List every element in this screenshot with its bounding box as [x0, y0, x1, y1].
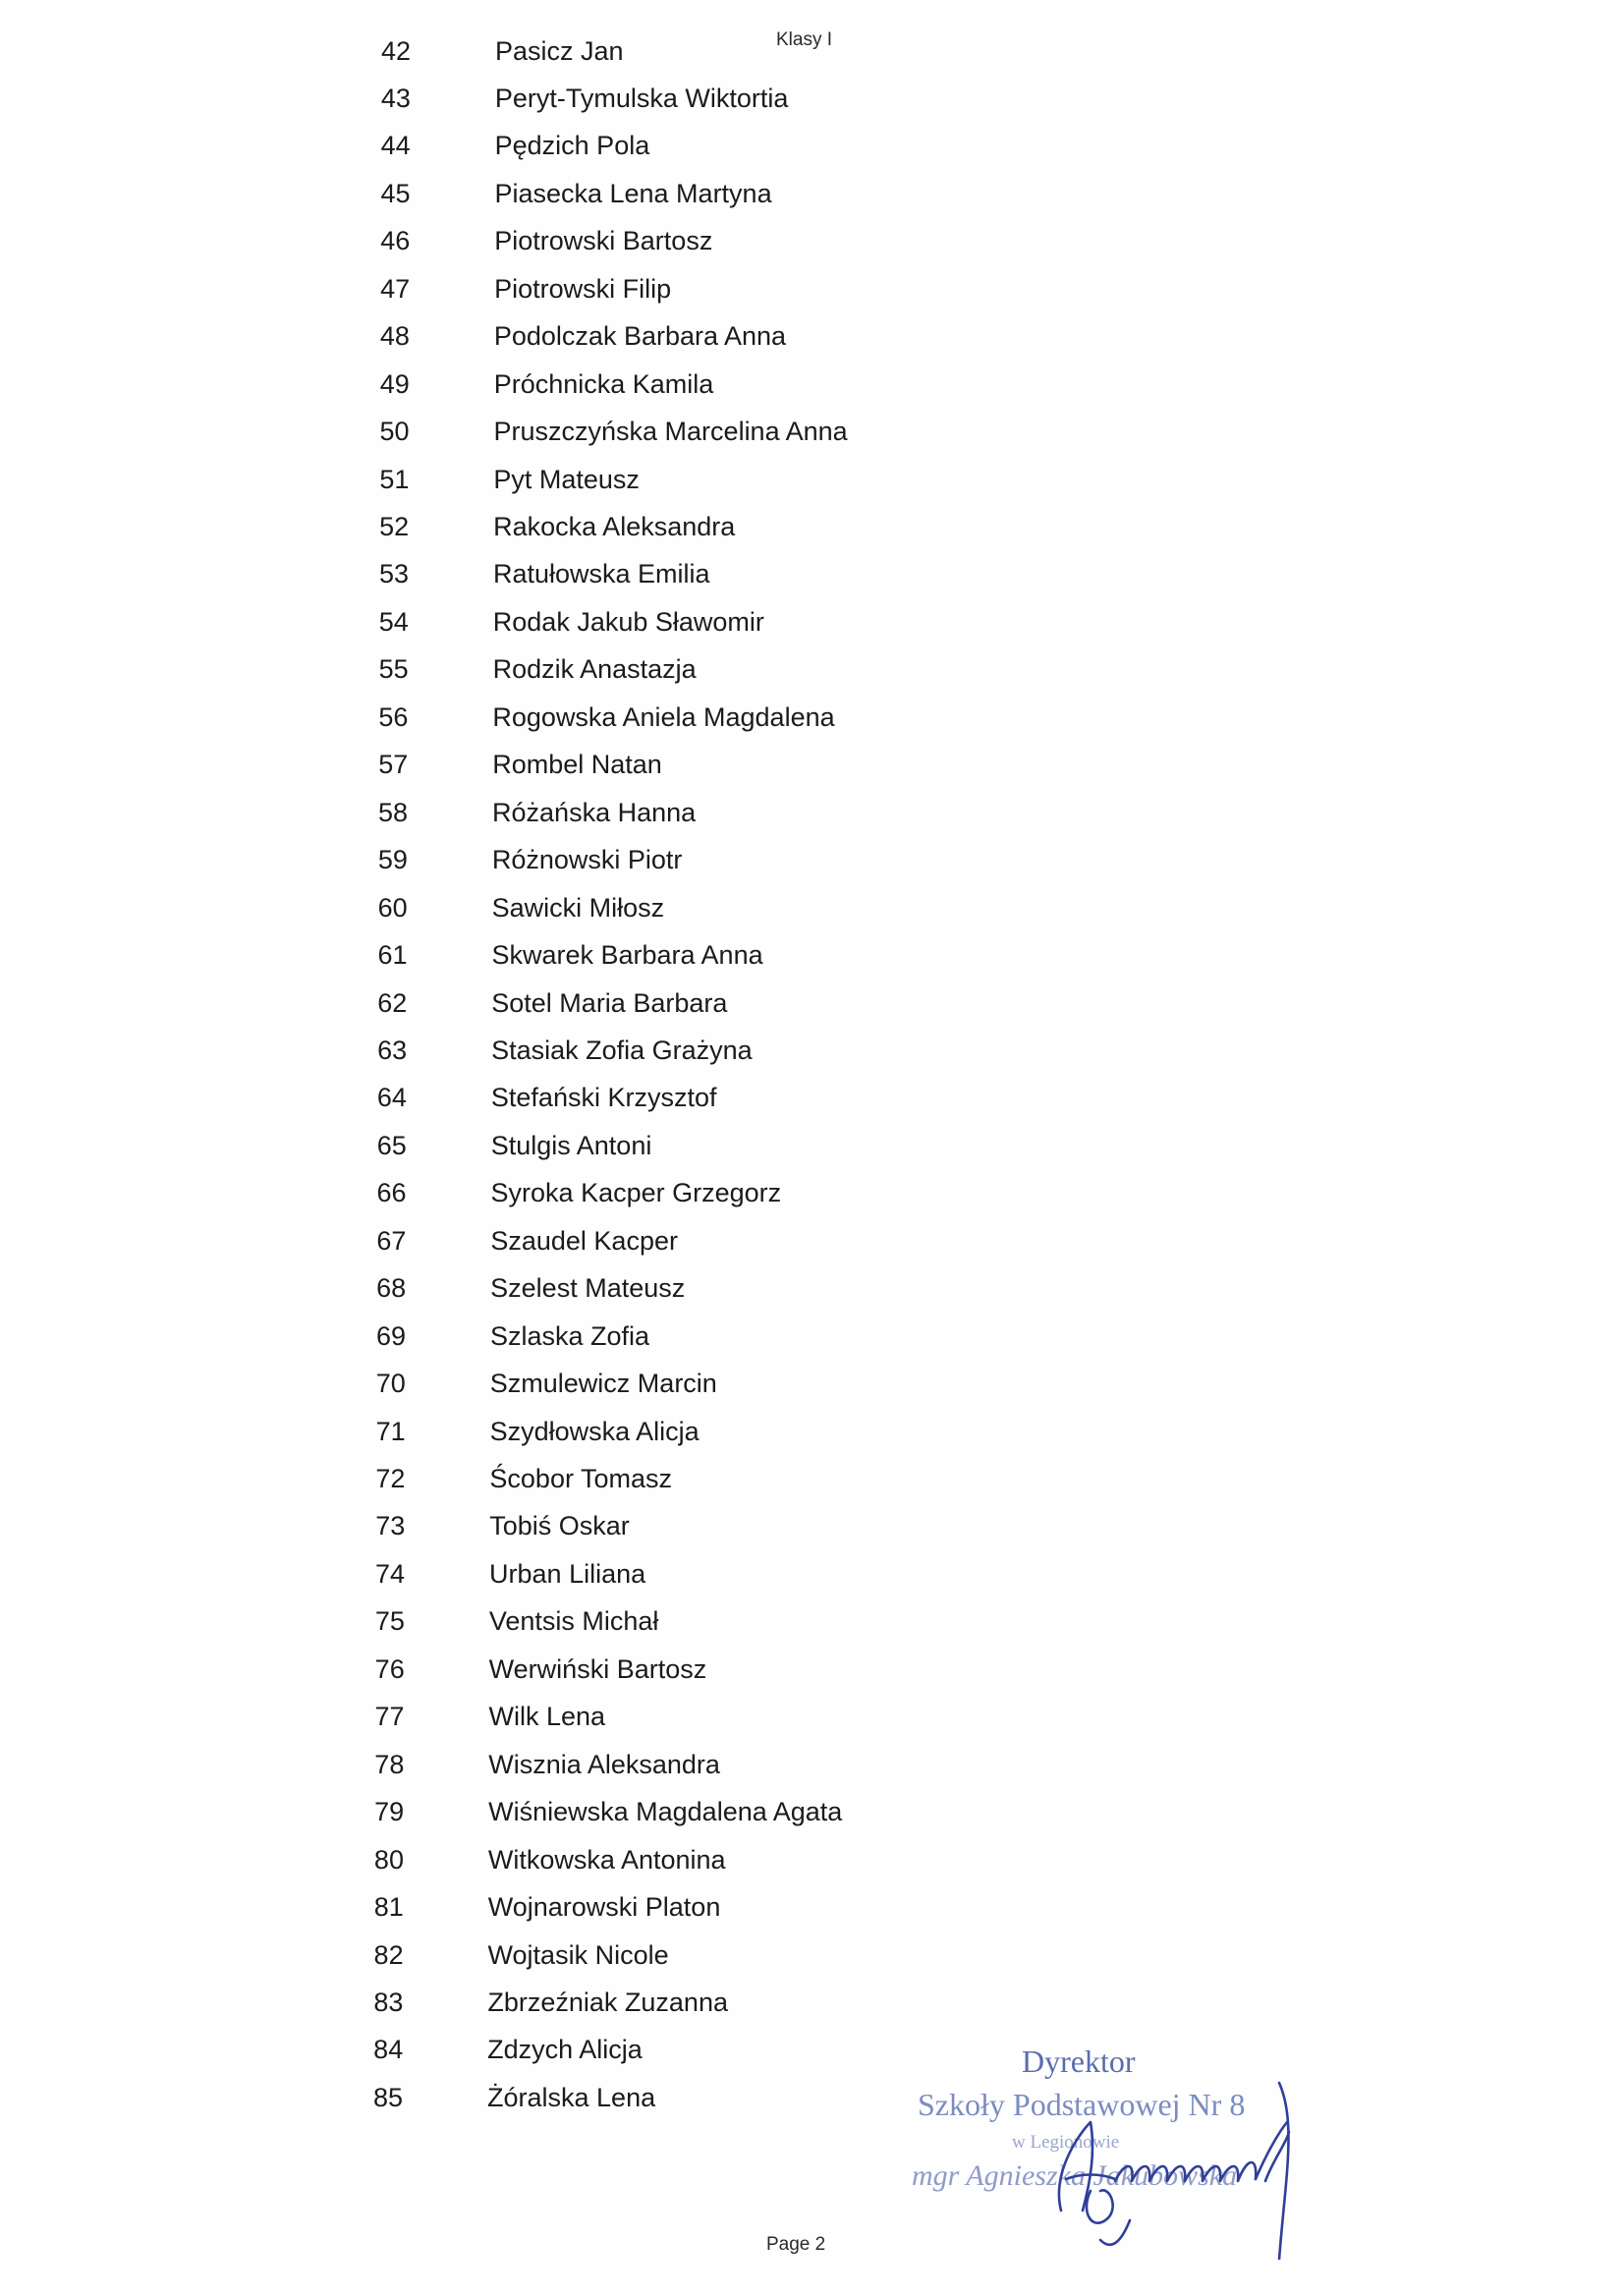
list-item	[374, 1935, 669, 1975]
student-name: Ventsis Michał	[488, 1606, 659, 1637]
student-number: 47	[380, 273, 411, 304]
student-name: Stasiak Zofia Grażyna	[491, 1035, 753, 1065]
student-name: Wiśniewska Magdalena Agata	[488, 1797, 843, 1827]
student-number: 52	[379, 512, 410, 541]
student-number: 57	[378, 750, 409, 780]
student-number: 72	[375, 1464, 406, 1493]
student-name: Różnowski Piotr	[491, 845, 683, 875]
list-item	[380, 269, 671, 308]
student-number: 48	[379, 321, 410, 352]
student-name: Piasecka Lena Martyna	[494, 178, 772, 208]
student-number: 76	[374, 1653, 405, 1684]
list-item	[377, 1174, 782, 1213]
list-item	[380, 413, 848, 452]
list-item	[374, 1698, 605, 1737]
student-number: 66	[376, 1178, 407, 1208]
list-item	[379, 602, 764, 642]
list-item	[375, 1602, 659, 1642]
student-name: Sawicki Miłosz	[491, 892, 665, 923]
student-number: 80	[373, 1844, 404, 1875]
student-number: 50	[379, 417, 410, 447]
student-number: 84	[373, 2035, 404, 2065]
student-name: Wojnarowski Platon	[487, 1892, 721, 1923]
list-item	[379, 555, 710, 594]
student-name: Stefański Krzysztof	[490, 1083, 717, 1113]
student-name: Piotrowski Filip	[494, 273, 672, 304]
student-number: 64	[376, 1083, 407, 1113]
list-item	[375, 1507, 630, 1546]
student-name: Podolczak Barbara Anna	[493, 321, 787, 352]
student-name: Sotel Maria Barbara	[491, 987, 728, 1018]
handwritten-signature	[1022, 2063, 1316, 2260]
list-item	[374, 1840, 726, 1879]
student-number: 60	[377, 892, 408, 923]
student-name: Różańska Hanna	[492, 797, 697, 827]
student-number: 65	[376, 1130, 407, 1160]
student-number: 58	[378, 797, 409, 827]
student-name: Pruszczyńska Marcelina Anna	[493, 417, 848, 447]
student-number: 42	[381, 35, 412, 66]
list-item	[380, 174, 771, 213]
list-item	[381, 31, 624, 71]
list-item	[377, 1079, 717, 1118]
student-number: 78	[374, 1749, 405, 1779]
list-item	[378, 888, 665, 927]
stamp-line-name: mgr Agnieszka Jakubowska	[912, 2159, 1238, 2192]
list-item	[378, 746, 662, 785]
student-name: Szlaska Zofia	[489, 1320, 650, 1351]
stamp-line-city: w Legionowie	[1012, 2132, 1120, 2153]
list-item	[374, 1793, 842, 1832]
student-number: 69	[375, 1320, 407, 1351]
student-name: Peryt-Tymulska Wiktortia	[494, 83, 789, 113]
list-item	[376, 1365, 717, 1404]
student-number: 46	[380, 226, 411, 256]
student-number: 70	[375, 1369, 406, 1399]
student-name: Tobiś Oskar	[489, 1511, 630, 1541]
list-item	[373, 2031, 643, 2070]
stamp-line-school: Szkoły Podstawowej Nr 8	[918, 2087, 1246, 2122]
list-item	[381, 127, 650, 166]
student-name: Wisznia Aleksandra	[488, 1749, 720, 1779]
student-number: 56	[378, 701, 409, 732]
student-number: 45	[380, 178, 411, 208]
list-item	[375, 1554, 645, 1594]
list-item	[379, 508, 735, 547]
student-number: 77	[374, 1702, 405, 1732]
list-item	[379, 650, 697, 690]
student-name: Żóralska Lena	[487, 2082, 656, 2112]
student-number: 55	[378, 654, 409, 685]
student-number: 79	[374, 1797, 405, 1827]
student-number: 85	[373, 2082, 404, 2112]
student-number: 83	[373, 1987, 404, 2017]
student-name: Ratułowska Emilia	[492, 559, 710, 589]
student-name: Zbrzeźniak Zuzanna	[487, 1987, 728, 2017]
student-name: Wilk Lena	[488, 1702, 606, 1732]
student-number: 74	[375, 1558, 406, 1589]
list-item	[373, 1983, 728, 2022]
student-name: Rogowska Aniela Magdalena	[492, 701, 835, 732]
student-name: Szaudel Kacper	[490, 1225, 678, 1256]
page-number: Page 2	[766, 2234, 826, 2255]
list-item	[375, 1650, 707, 1689]
student-number: 81	[373, 1892, 404, 1923]
student-name: Urban Liliana	[489, 1558, 646, 1589]
student-name: Wojtasik Nicole	[487, 1939, 669, 1970]
list-item	[380, 317, 786, 357]
student-name: Rodzik Anastazja	[492, 654, 697, 685]
student-name: Witkowska Antonina	[487, 1844, 726, 1875]
student-number: 54	[378, 606, 409, 637]
list-item	[376, 1412, 700, 1451]
student-number: 51	[379, 464, 410, 494]
student-name: Skwarek Barbara Anna	[491, 940, 763, 971]
list-item	[375, 1460, 672, 1499]
student-number: 53	[378, 559, 409, 589]
list-item	[377, 1031, 753, 1070]
student-number: 59	[377, 845, 408, 875]
student-number: 75	[374, 1606, 405, 1637]
list-item	[374, 1745, 720, 1784]
student-name: Zdzych Alicja	[487, 2035, 643, 2065]
list-item	[373, 2078, 655, 2117]
list-item	[378, 841, 683, 880]
student-name: Pasicz Jan	[495, 35, 624, 66]
student-name: Pyt Mateusz	[493, 464, 640, 494]
student-number: 62	[377, 987, 408, 1018]
student-number: 43	[380, 83, 411, 113]
student-name: Szydłowska Alicja	[489, 1416, 700, 1446]
student-name: Ścobor Tomasz	[489, 1464, 672, 1493]
list-item	[376, 1269, 685, 1309]
student-number: 73	[375, 1511, 406, 1541]
list-item	[376, 1316, 649, 1356]
student-name: Pędzich Pola	[494, 131, 650, 161]
list-item	[379, 460, 640, 499]
list-item	[377, 1126, 652, 1165]
student-name: Szmulewicz Marcin	[489, 1369, 717, 1399]
student-name: Syroka Kacper Grzegorz	[490, 1178, 782, 1208]
student-number: 63	[377, 1035, 408, 1065]
list-item	[377, 983, 727, 1023]
student-name: Stulgis Antoni	[490, 1130, 652, 1160]
student-name: Rodak Jakub Sławomir	[492, 606, 764, 637]
list-item	[376, 1221, 678, 1260]
student-number: 44	[380, 131, 411, 161]
student-name: Szelest Mateusz	[490, 1273, 686, 1304]
student-number: 49	[379, 368, 410, 399]
student-number: 61	[377, 940, 408, 971]
student-name: Werwiński Bartosz	[488, 1653, 707, 1684]
list-item	[374, 1888, 721, 1928]
list-item	[380, 364, 714, 404]
student-name: Rombel Natan	[492, 750, 662, 780]
student-name: Piotrowski Bartosz	[494, 226, 713, 256]
stamp-line-title: Dyrektor	[1022, 2044, 1136, 2079]
student-number: 71	[375, 1416, 406, 1446]
list-item	[381, 79, 789, 118]
class-label: Klasy I	[776, 29, 833, 50]
list-item	[380, 222, 712, 261]
list-item	[378, 698, 834, 737]
student-number: 67	[376, 1225, 407, 1256]
list-item	[378, 793, 696, 832]
student-number: 68	[376, 1273, 407, 1304]
student-name: Próchnicka Kamila	[493, 368, 714, 399]
list-item	[377, 936, 762, 976]
student-number: 82	[373, 1939, 404, 1970]
student-name: Rakocka Aleksandra	[493, 512, 736, 541]
